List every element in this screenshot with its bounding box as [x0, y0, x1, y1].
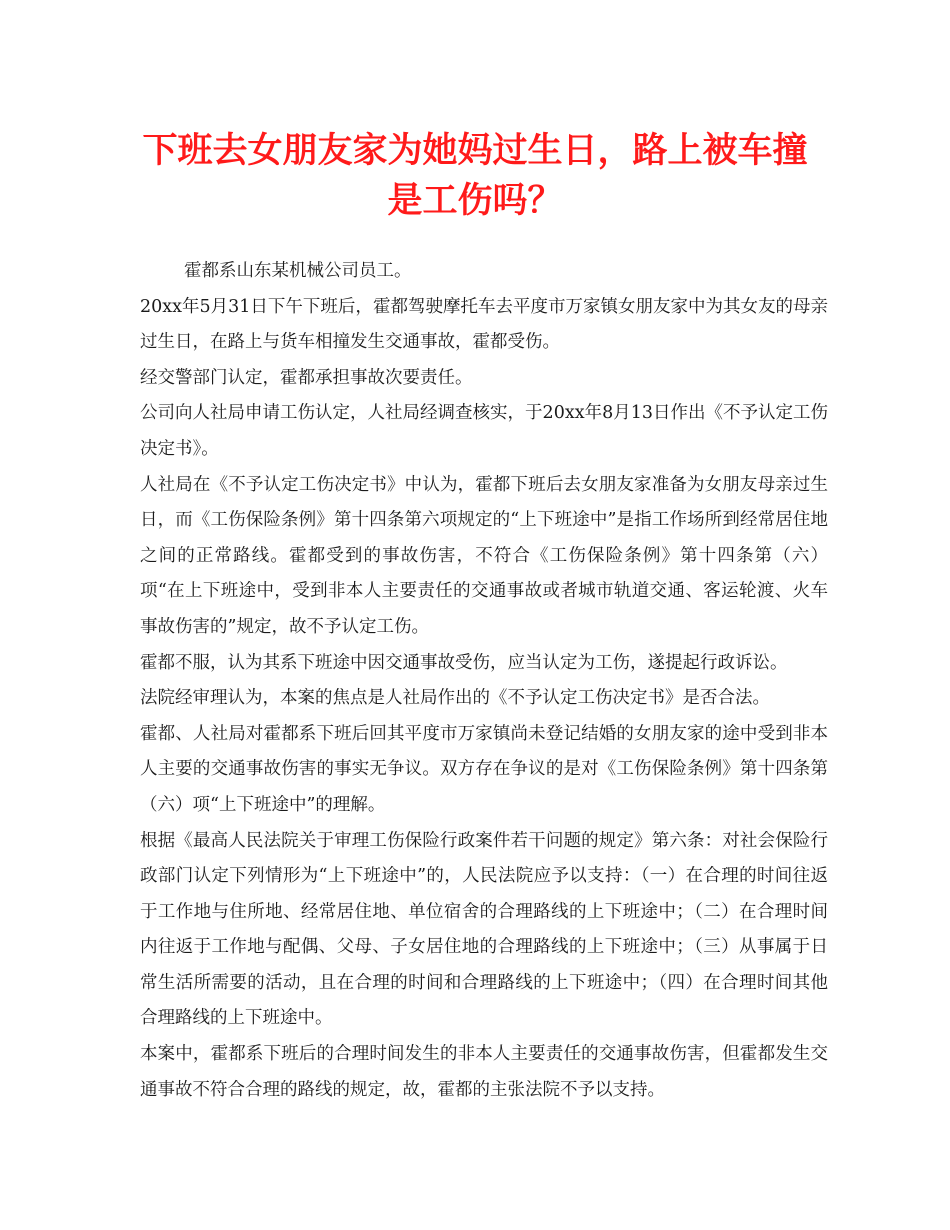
title-line-2: 是工伤吗？ [387, 181, 563, 221]
document-title [120, 126, 830, 226]
paragraph-accident: 20xx年5月31日下午下班后，霍都驾驶摩托车去平度市万家镇女朋友家中为其女友的母亲过生日，在路上与货车相撞发生交通事故，霍都受伤。 [140, 296, 828, 353]
paragraph-application: 公司向人社局申请工伤认定，人社局经调查核实，于20xx年8月13日作出《不予认定工伤决定书》。 [140, 403, 829, 459]
paragraph-police-finding: 经交警部门认定，霍都承担事故次要责任。 [140, 367, 473, 388]
paragraph-conclusion: 本案中，霍都系下班后的合理时间发生的非本人主要责任的交通事故伤害，但霍都发生交通事故不符合合理的路线的规定，故，霍都的主张法院不予以支持。 [140, 1044, 828, 1100]
document-body [140, 254, 828, 1108]
paragraph-court-focus: 法院经审理认为，本案的焦点是人社局作出的《不予认定工伤决定书》是否合法。 [140, 688, 770, 709]
paragraph-regulation: 根据《最高人民法院关于审理工伤保险行政案件若干问题的规定》第六条：对社会保险行政部门认定下列情形为“上下班途中”的，人民法院应予以支持：（一）在合理的时间往返于工作地与住所地、经常居住地、单位宿舍的合理路线的上下班途中；（二）在合理时间内往返于工作地与配偶、父母、子女居住地的合理路线的上下班途中；（三）从事属于日常生活所需要的活动，且在合理的时间和合理路线的上下班途中；（四）在合理时间其他合理路线的上下班途中。 [140, 830, 828, 1029]
title-line-1: 下班去女朋友家为她妈过生日，路上被车撞 [142, 131, 808, 171]
paragraph-bureau-reasoning: 人社局在《不予认定工伤决定书》中认为，霍都下班后去女朋友家准备为女朋友母亲过生日，而《工伤保险条例》第十四条第六项规定的“上下班途中”是指工作场所到经常居住地之间的正常路线。霍都受到的事故伤害，不符合《工伤保险条例》第十四条第（六）项“在上下班途中，受到非本人主要责任的交通事故或者城市轨道交通、客运轮渡、火车事故伤害的”规定，故不予认定工伤。 [140, 474, 828, 637]
paragraph-lawsuit: 霍都不服，认为其系下班途中因交通事故受伤，应当认定为工伤，遂提起行政诉讼。 [140, 652, 788, 673]
paragraph-intro: 霍都系山东某机械公司员工。 [184, 261, 412, 281]
paragraph-dispute: 霍都、人社局对霍都系下班后回其平度市万家镇尚未登记结婚的女朋友家的途中受到非本人主要的交通事故伤害的事实无争议。双方存在争议的是对《工伤保险条例》第十四条第（六）项“上下班途中”的理解。 [140, 723, 828, 815]
